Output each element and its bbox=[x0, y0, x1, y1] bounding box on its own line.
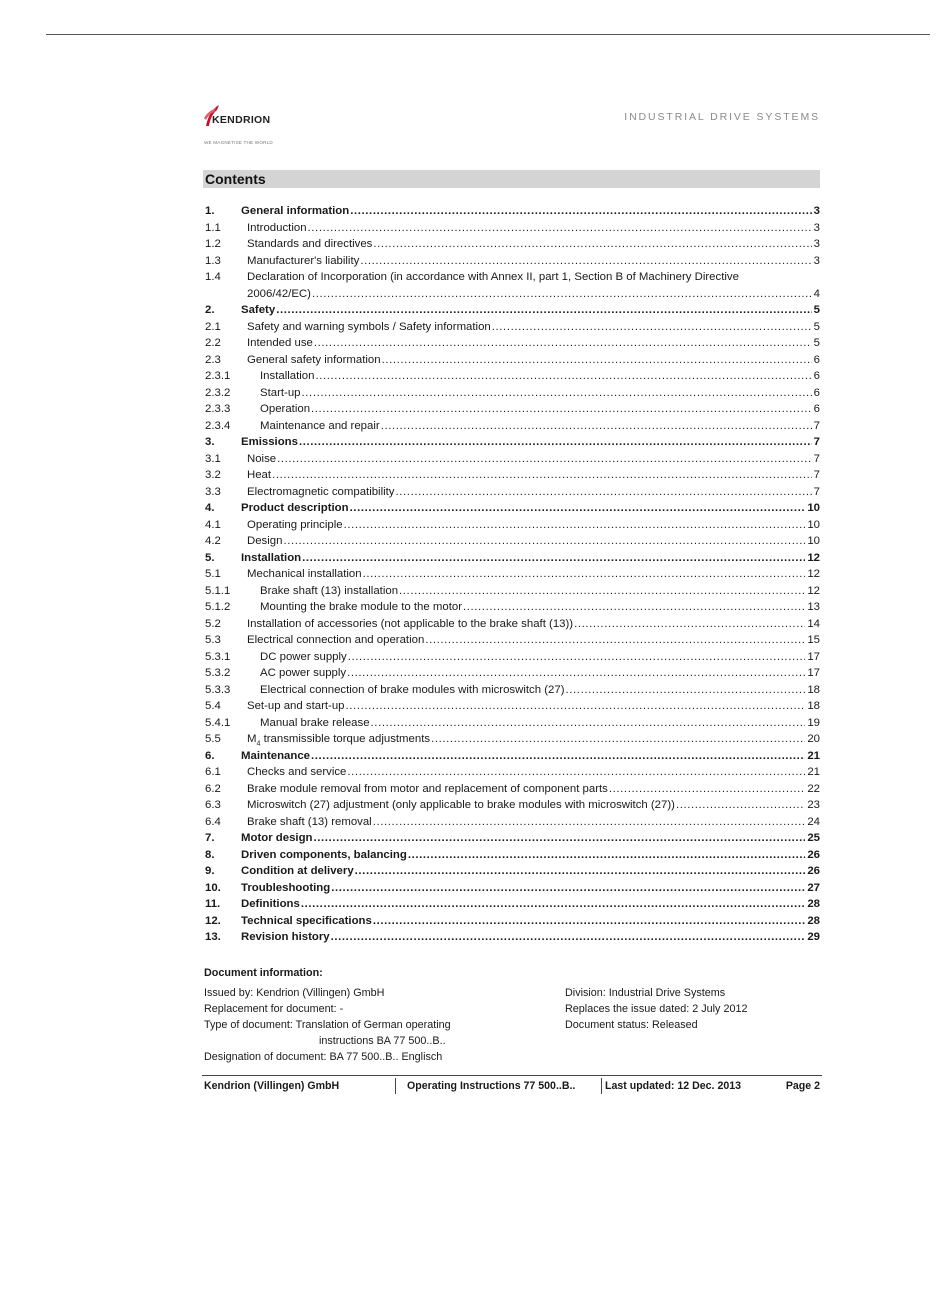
toc-entry-title-wrap bbox=[241, 748, 820, 765]
toc-entry-number: 2. bbox=[205, 304, 215, 316]
logo-tagline: WE MAGNETISE THE WORLD bbox=[204, 140, 273, 145]
toc-entry-title: Design bbox=[247, 535, 283, 547]
toc-leader-dots bbox=[277, 451, 812, 468]
top-rule bbox=[46, 34, 930, 35]
toc-entry-title-wrap bbox=[260, 665, 820, 682]
toc-entry-number: 1. bbox=[205, 205, 215, 217]
toc-entry-number: 2.3.3 bbox=[205, 403, 231, 415]
toc-entry[interactable] bbox=[204, 632, 820, 649]
toc-entry-title: DC power supply bbox=[260, 650, 347, 663]
toc-entry[interactable] bbox=[204, 566, 820, 583]
toc-entry-title: Electrical connection of brake modules with microswitch (27) bbox=[260, 683, 565, 696]
toc-entry-title-wrap bbox=[247, 253, 820, 270]
toc-entry-title-wrap bbox=[260, 599, 820, 616]
toc-leader-dots bbox=[381, 418, 812, 435]
toc-entry[interactable] bbox=[204, 467, 820, 484]
toc-entry-page: 3 bbox=[813, 205, 820, 217]
toc-entry-number: 7. bbox=[205, 832, 215, 844]
toc-entry[interactable] bbox=[204, 847, 820, 864]
toc-entry-title-rest: transmissible torque adjustments bbox=[260, 733, 431, 745]
toc-leader-dots bbox=[346, 698, 806, 715]
toc-entry-number: 6. bbox=[205, 749, 215, 762]
toc-entry-page: 7 bbox=[813, 419, 820, 432]
toc-leader-dots bbox=[396, 484, 812, 501]
toc-entry-page: 23 bbox=[807, 799, 820, 811]
toc-entry[interactable] bbox=[204, 830, 820, 847]
toc-entry-number: 4.1 bbox=[205, 518, 221, 531]
toc-entry-number: 6.3 bbox=[205, 799, 221, 811]
toc-entry-title: Standards and directives bbox=[247, 238, 373, 250]
toc-entry-page: 10 bbox=[807, 535, 820, 547]
toc-entry-number: 10. bbox=[205, 881, 221, 894]
toc-leader-dots bbox=[350, 500, 806, 517]
toc-entry-page: 6 bbox=[813, 403, 820, 415]
toc-entry-title-wrap bbox=[260, 583, 820, 600]
table-of-contents bbox=[204, 203, 820, 946]
toc-leader-dots bbox=[315, 368, 811, 385]
toc-entry-title: Installation bbox=[241, 551, 302, 564]
toc-entry-title: Maintenance bbox=[241, 749, 310, 762]
toc-entry-title: AC power supply bbox=[260, 667, 347, 679]
toc-entry-title-wrap bbox=[247, 698, 820, 715]
toc-entry-title: Brake shaft (13) removal bbox=[247, 815, 372, 828]
toc-entry-title-wrap bbox=[241, 500, 820, 517]
toc-entry-number: 3. bbox=[205, 436, 215, 448]
toc-entry-page: 12 bbox=[807, 584, 820, 597]
toc-entry-title-wrap bbox=[247, 451, 820, 468]
footer-updated: Last updated: 12 Dec. 2013 bbox=[605, 1080, 742, 1092]
toc-entry-title: Manual brake release bbox=[260, 716, 370, 729]
toc-entry-title-line2: 2006/42/EC) bbox=[247, 287, 311, 300]
toc-entry-title-wrap bbox=[260, 401, 820, 418]
toc-entry-page: 3 bbox=[813, 221, 820, 234]
toc-entry-number: 5.3.2 bbox=[205, 667, 231, 679]
toc-entry-title-wrap bbox=[241, 863, 820, 880]
toc-entry[interactable] bbox=[204, 236, 820, 253]
docinfo-left-column bbox=[204, 985, 544, 1065]
toc-leader-dots bbox=[301, 896, 805, 913]
toc-entry-page: 5 bbox=[813, 337, 820, 349]
toc-entry-page: 7 bbox=[813, 436, 820, 448]
toc-entry-title: Declaration of Incorporation (in accordance with Annex II, part 1, Section B of Machinery Directive bbox=[247, 271, 739, 283]
toc-entry-page: 7 bbox=[813, 452, 820, 465]
toc-leader-dots bbox=[373, 814, 806, 831]
footer-doc-title: Operating Instructions 77 500..B.. bbox=[407, 1080, 576, 1092]
toc-entry-page: 4 bbox=[813, 287, 820, 300]
toc-entry-page: 15 bbox=[807, 634, 820, 646]
toc-entry-title: Condition at delivery bbox=[241, 865, 354, 877]
toc-entry-title: Heat bbox=[247, 469, 272, 481]
toc-entry-title: Electromagnetic compatibility bbox=[247, 485, 395, 498]
toc-entry[interactable] bbox=[204, 896, 820, 913]
toc-entry[interactable] bbox=[204, 913, 820, 930]
toc-leader-dots bbox=[408, 847, 806, 864]
toc-leader-dots bbox=[373, 913, 806, 930]
toc-entry-title-wrap bbox=[241, 929, 820, 946]
toc-leader-dots bbox=[355, 863, 806, 880]
toc-entry-title-wrap bbox=[241, 896, 820, 913]
toc-entry-number: 5.4.1 bbox=[205, 716, 231, 729]
toc-entry[interactable] bbox=[204, 335, 820, 352]
toc-entry-title: Troubleshooting bbox=[241, 881, 331, 894]
docinfo-type: Type of document: Translation of German operating bbox=[204, 1019, 451, 1031]
toc-entry-title-wrap bbox=[241, 830, 820, 847]
toc-leader-dots bbox=[360, 253, 811, 270]
toc-entry-page: 24 bbox=[807, 815, 820, 828]
toc-entry-title: Technical specifications bbox=[241, 914, 372, 927]
toc-entry-title-wrap bbox=[247, 764, 820, 781]
toc-entry-title: General safety information bbox=[247, 353, 381, 366]
toc-entry-title-wrap bbox=[260, 385, 820, 402]
toc-entry-title: Noise bbox=[247, 452, 277, 465]
toc-entry[interactable] bbox=[204, 385, 820, 402]
contents-heading-bar bbox=[203, 170, 820, 188]
toc-entry-number: 6.1 bbox=[205, 766, 221, 778]
toc-entry-title: Brake shaft (13) installation bbox=[260, 584, 399, 597]
toc-entry-number: 3.2 bbox=[205, 469, 221, 481]
toc-leader-dots bbox=[399, 583, 805, 600]
toc-entry[interactable] bbox=[204, 616, 820, 633]
toc-entry-number: 1.1 bbox=[205, 221, 221, 234]
docinfo-replacement: Replacement for document: - bbox=[204, 1003, 344, 1015]
toc-entry-page: 7 bbox=[813, 485, 820, 498]
toc-entry-page: 14 bbox=[807, 617, 820, 630]
toc-leader-dots bbox=[344, 517, 806, 534]
toc-entry[interactable] bbox=[204, 451, 820, 468]
footer-company: Kendrion (Villingen) GmbH bbox=[204, 1080, 340, 1092]
toc-entry-title-wrap bbox=[247, 335, 820, 352]
toc-entry-page: 3 bbox=[813, 238, 820, 250]
toc-entry-title-wrap bbox=[247, 814, 820, 831]
toc-entry-title-wrap bbox=[241, 203, 820, 220]
toc-entry-title: Microswitch (27) adjustment (only applicable to brake modules with microswitch (27)) bbox=[247, 799, 675, 811]
toc-entry-page: 21 bbox=[807, 766, 820, 778]
toc-leader-dots bbox=[350, 203, 811, 220]
toc-entry[interactable] bbox=[204, 731, 820, 748]
toc-leader-dots bbox=[609, 781, 805, 798]
toc-entry-page: 5 bbox=[813, 320, 820, 333]
toc-leader-dots bbox=[676, 797, 805, 814]
toc-entry-number: 5.3 bbox=[205, 634, 221, 646]
toc-leader-dots bbox=[302, 385, 812, 402]
toc-entry[interactable] bbox=[204, 203, 820, 220]
toc-entry[interactable] bbox=[204, 500, 820, 517]
toc-entry[interactable] bbox=[204, 715, 820, 732]
toc-entry[interactable] bbox=[204, 418, 820, 435]
toc-entry[interactable] bbox=[204, 781, 820, 798]
toc-leader-dots bbox=[463, 599, 805, 616]
toc-entry[interactable] bbox=[204, 797, 820, 814]
toc-entry-page: 17 bbox=[807, 650, 820, 663]
toc-leader-dots bbox=[276, 302, 811, 319]
toc-entry-title: General information bbox=[241, 205, 350, 217]
toc-entry[interactable] bbox=[204, 649, 820, 666]
toc-entry[interactable] bbox=[204, 368, 820, 385]
toc-entry[interactable] bbox=[204, 253, 820, 270]
toc-entry-page: 27 bbox=[807, 881, 820, 894]
toc-entry-page: 22 bbox=[807, 782, 820, 795]
footer-divider bbox=[395, 1078, 396, 1094]
toc-entry-number: 2.3.2 bbox=[205, 386, 231, 399]
toc-entry-number: 5.1 bbox=[205, 568, 221, 580]
toc-entry-page: 5 bbox=[813, 304, 820, 316]
toc-entry-title: Electrical connection and operation bbox=[247, 634, 425, 646]
toc-leader-dots bbox=[373, 236, 811, 253]
toc-entry-title: Checks and service bbox=[247, 766, 347, 778]
toc-entry-number: 12. bbox=[205, 914, 221, 927]
toc-entry-title-wrap bbox=[247, 616, 820, 633]
toc-entry-title: Installation of accessories (not applicable to the brake shaft (13)) bbox=[247, 617, 574, 630]
toc-entry-title-wrap bbox=[241, 550, 820, 567]
toc-entry-number: 5.4 bbox=[205, 700, 221, 712]
toc-entry[interactable] bbox=[204, 269, 820, 302]
toc-entry-page: 6 bbox=[813, 353, 820, 366]
toc-entry-title: Mechanical installation bbox=[247, 568, 362, 580]
toc-entry-title-wrap bbox=[247, 533, 820, 550]
toc-entry[interactable] bbox=[204, 682, 820, 699]
toc-entry-title-wrap bbox=[247, 220, 820, 237]
toc-entry-page: 3 bbox=[813, 254, 820, 267]
footer-divider bbox=[601, 1078, 602, 1094]
toc-entry-title-cont bbox=[247, 286, 820, 303]
toc-entry-title: Intended use bbox=[247, 337, 313, 349]
toc-entry-title: Operation bbox=[260, 403, 311, 415]
toc-entry-title: Introduction bbox=[247, 221, 307, 234]
toc-entry-page: 18 bbox=[807, 700, 820, 712]
toc-leader-dots bbox=[347, 665, 805, 682]
docinfo-type-cont: instructions BA 77 500..B.. bbox=[319, 1035, 446, 1047]
toc-entry-title-wrap bbox=[260, 418, 820, 435]
division-header: INDUSTRIAL DRIVE SYSTEMS bbox=[624, 111, 820, 123]
toc-entry-number: 6.4 bbox=[205, 815, 221, 828]
footer-rule bbox=[202, 1075, 822, 1076]
toc-entry-title-wrap bbox=[241, 434, 820, 451]
toc-entry-number: 5.1.2 bbox=[205, 601, 231, 613]
toc-entry-number: 13. bbox=[205, 931, 221, 943]
toc-entry-title: Driven components, balancing bbox=[241, 848, 407, 861]
toc-entry[interactable] bbox=[204, 863, 820, 880]
toc-entry-title-wrap bbox=[247, 517, 820, 534]
toc-entry-title: Safety and warning symbols / Safety information bbox=[247, 320, 491, 333]
toc-entry-number: 6.2 bbox=[205, 782, 221, 795]
toc-entry-page: 18 bbox=[807, 683, 820, 696]
docinfo-replaces: Replaces the issue dated: 2 July 2012 bbox=[565, 1003, 748, 1015]
toc-entry[interactable] bbox=[204, 434, 820, 451]
toc-entry-title-wrap bbox=[247, 319, 820, 336]
toc-entry-number: 3.1 bbox=[205, 452, 221, 465]
toc-entry-title-wrap bbox=[247, 632, 820, 649]
toc-entry-number: 8. bbox=[205, 848, 215, 861]
toc-entry-number: 4. bbox=[205, 502, 215, 514]
toc-leader-dots bbox=[331, 929, 806, 946]
toc-entry[interactable] bbox=[204, 220, 820, 237]
toc-entry-page: 6 bbox=[813, 386, 820, 399]
toc-entry[interactable] bbox=[204, 814, 820, 831]
toc-entry-page: 12 bbox=[807, 551, 820, 564]
toc-leader-dots bbox=[574, 616, 805, 633]
toc-entry[interactable] bbox=[204, 880, 820, 897]
toc-leader-dots bbox=[311, 401, 812, 418]
toc-leader-dots bbox=[331, 880, 805, 897]
docinfo-status: Document status: Released bbox=[565, 1019, 698, 1031]
toc-entry-title: Maintenance and repair bbox=[260, 419, 380, 432]
toc-entry-title: Manufacturer's liability bbox=[247, 254, 360, 267]
toc-entry-title: Mounting the brake module to the motor bbox=[260, 601, 462, 613]
toc-entry-number: 2.3.4 bbox=[205, 419, 231, 432]
toc-entry-page: 13 bbox=[807, 601, 820, 613]
toc-leader-dots bbox=[272, 467, 812, 484]
toc-entry-title-wrap bbox=[247, 781, 820, 798]
toc-entry-page: 19 bbox=[807, 716, 820, 729]
toc-entry-title: Set-up and start-up bbox=[247, 700, 345, 712]
toc-leader-dots bbox=[382, 352, 812, 369]
toc-entry-number: 5.2 bbox=[205, 617, 221, 630]
toc-leader-dots bbox=[347, 764, 805, 781]
toc-entry-page: 20 bbox=[807, 733, 820, 745]
toc-entry-number: 5.3.1 bbox=[205, 650, 231, 663]
docinfo-heading: Document information: bbox=[204, 967, 323, 979]
toc-entry[interactable] bbox=[204, 665, 820, 682]
toc-entry-title-wrap bbox=[260, 649, 820, 666]
toc-entry-title: Operating principle bbox=[247, 518, 343, 531]
toc-entry[interactable] bbox=[204, 764, 820, 781]
toc-entry[interactable] bbox=[204, 533, 820, 550]
toc-entry-number: 9. bbox=[205, 865, 215, 877]
toc-entry-title: Installation bbox=[260, 370, 315, 382]
toc-entry-number: 1.3 bbox=[205, 254, 221, 267]
toc-entry-number: 1.4 bbox=[205, 271, 221, 283]
toc-entry-page: 25 bbox=[807, 832, 820, 844]
toc-entry[interactable] bbox=[204, 484, 820, 501]
contents-title: Contents bbox=[205, 171, 266, 187]
toc-entry[interactable] bbox=[204, 748, 820, 765]
toc-entry-title-wrap bbox=[260, 682, 820, 699]
toc-entry-page: 26 bbox=[807, 848, 820, 861]
toc-entry-page: 28 bbox=[807, 898, 820, 910]
toc-leader-dots bbox=[492, 319, 812, 336]
toc-entry-number: 2.3.1 bbox=[205, 370, 231, 382]
toc-leader-dots bbox=[311, 748, 805, 765]
toc-leader-dots bbox=[312, 286, 812, 303]
toc-entry-number: 2.2 bbox=[205, 337, 221, 349]
toc-entry-page: 7 bbox=[813, 469, 820, 481]
toc-entry-title: Safety bbox=[241, 304, 276, 316]
toc-entry-number: 5.1.1 bbox=[205, 584, 231, 597]
footer-page-number: Page 2 bbox=[785, 1080, 820, 1092]
toc-entry-title: Definitions bbox=[241, 898, 300, 910]
toc-leader-dots bbox=[302, 550, 805, 567]
toc-entry-number: 1.2 bbox=[205, 238, 221, 250]
docinfo-designation: Designation of document: BA 77 500..B.. Englisch bbox=[204, 1051, 443, 1063]
toc-entry-page: 6 bbox=[813, 370, 820, 382]
toc-entry-title-wrap bbox=[247, 467, 820, 484]
toc-entry[interactable] bbox=[204, 319, 820, 336]
toc-entry-page: 17 bbox=[807, 667, 820, 679]
toc-entry-number: 5. bbox=[205, 551, 215, 564]
toc-entry-title: Product description bbox=[241, 502, 349, 514]
toc-leader-dots bbox=[308, 220, 812, 237]
toc-entry-title-wrap bbox=[241, 880, 820, 897]
toc-entry-number: 3.3 bbox=[205, 485, 221, 498]
toc-leader-dots bbox=[314, 335, 812, 352]
toc-entry-title: $M_4$ transmissible torque adjustments bbox=[247, 733, 431, 748]
toc-entry-page: 21 bbox=[807, 749, 820, 762]
toc-entry-number: 2.1 bbox=[205, 320, 221, 333]
toc-entry-title-wrap bbox=[247, 566, 820, 583]
toc-entry-page: 26 bbox=[807, 865, 820, 877]
toc-entry-title: Motor design bbox=[241, 832, 313, 844]
toc-leader-dots bbox=[299, 434, 812, 451]
toc-leader-dots bbox=[371, 715, 806, 732]
toc-entry[interactable] bbox=[204, 517, 820, 534]
toc-entry-number: 2.3 bbox=[205, 353, 221, 366]
toc-entry-page: 10 bbox=[807, 518, 820, 531]
toc-entry-title-wrap bbox=[247, 797, 820, 814]
toc-entry-title-wrap bbox=[260, 368, 820, 385]
toc-entry-number: 5.5 bbox=[205, 733, 221, 745]
toc-entry-number: 4.2 bbox=[205, 535, 221, 547]
toc-entry-title-wrap bbox=[241, 847, 820, 864]
toc-leader-dots bbox=[283, 533, 805, 550]
docinfo-issued-by: Issued by: Kendrion (Villingen) GmbH bbox=[204, 987, 385, 999]
toc-entry[interactable] bbox=[204, 302, 820, 319]
toc-entry-page: 29 bbox=[807, 931, 820, 943]
toc-entry-title-wrap bbox=[260, 715, 820, 732]
toc-leader-dots bbox=[314, 830, 806, 847]
page-footer bbox=[204, 1080, 820, 1096]
toc-entry-page: 12 bbox=[807, 568, 820, 580]
toc-entry-title: Revision history bbox=[241, 931, 330, 943]
toc-entry-page: 10 bbox=[807, 502, 820, 514]
toc-entry-number: 5.3.3 bbox=[205, 683, 231, 696]
toc-leader-dots bbox=[348, 649, 806, 666]
kendrion-logo bbox=[204, 104, 304, 150]
document-information bbox=[204, 965, 820, 1063]
toc-entry[interactable] bbox=[204, 599, 820, 616]
logo-wordmark: KENDRION bbox=[212, 114, 271, 126]
toc-entry-title-wrap bbox=[247, 484, 820, 501]
toc-entry-page: 28 bbox=[807, 914, 820, 927]
toc-entry[interactable] bbox=[204, 929, 820, 946]
toc-entry-title-wrap bbox=[247, 352, 820, 369]
toc-entry-title: Emissions bbox=[241, 436, 298, 448]
toc-entry-title-wrap bbox=[247, 236, 820, 253]
docinfo-division: Division: Industrial Drive Systems bbox=[565, 987, 726, 999]
toc-entry-title-wrap bbox=[241, 302, 820, 319]
toc-entry-number: 11. bbox=[205, 898, 221, 910]
docinfo-right-column bbox=[565, 985, 825, 1033]
toc-leader-dots bbox=[363, 566, 806, 583]
toc-entry-title-wrap bbox=[241, 913, 820, 930]
toc-entry-title: Start-up bbox=[260, 386, 301, 399]
toc-leader-dots bbox=[566, 682, 806, 699]
toc-entry[interactable] bbox=[204, 698, 820, 715]
toc-entry[interactable] bbox=[204, 583, 820, 600]
toc-entry[interactable] bbox=[204, 352, 820, 369]
toc-entry[interactable] bbox=[204, 401, 820, 418]
toc-leader-dots bbox=[425, 632, 805, 649]
toc-entry-title: Brake module removal from motor and replacement of component parts bbox=[247, 782, 608, 795]
toc-entry[interactable] bbox=[204, 550, 820, 567]
